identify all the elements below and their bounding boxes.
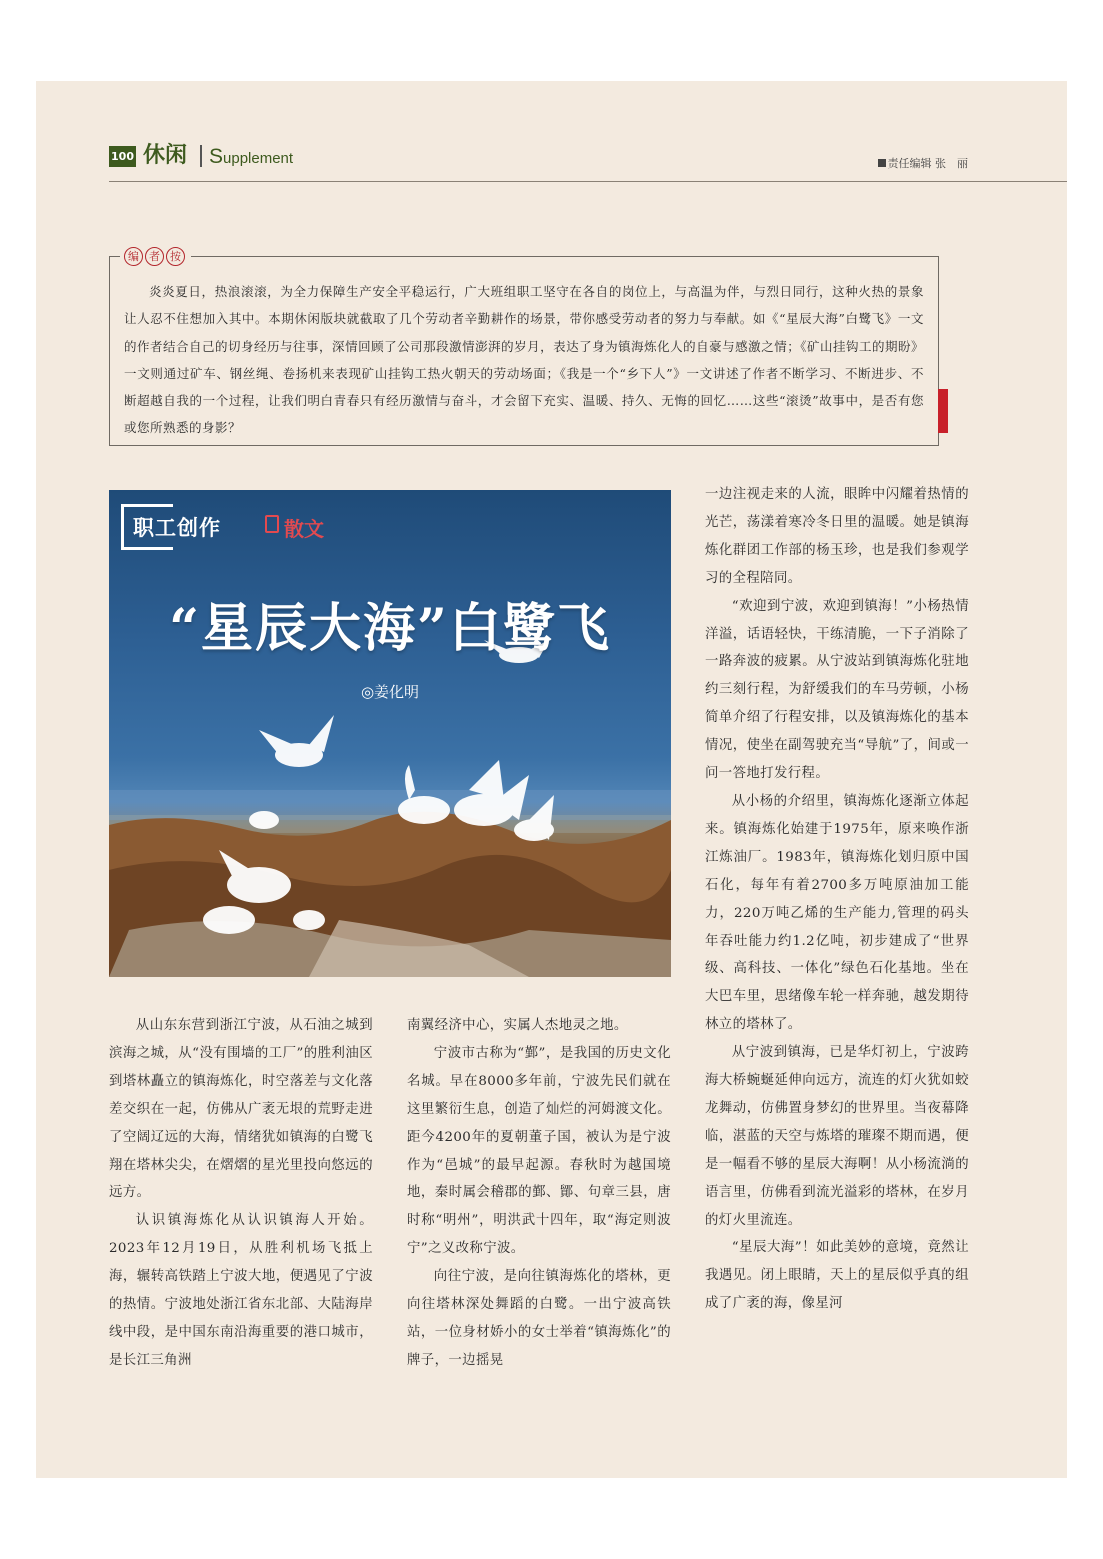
paragraph: 从宁波到镇海，已是华灯初上，宁波跨海大桥蜿蜒延伸向远方，流连的灯火犹如蛟龙舞动，仿佛置身梦幻的世界里。当夜幕降临，湛蓝的天空与炼塔的璀璨不期而遇，便是一幅看不够的星辰大海啊！从小杨流淌的语言里，仿佛看到流光溢彩的塔林，在岁月的灯火里流连。: [705, 1045, 969, 1228]
note-label-char-2: 者: [145, 247, 164, 266]
header-rule: [109, 181, 1067, 182]
document-icon: [265, 515, 279, 533]
article-author: ◎姜化明: [360, 683, 420, 701]
paragraph: 向往宁波，是向往镇海炼化的塔林，更向往塔林深处舞蹈的白鹭。一出宁波高铁站，一位身材娇小的女士举着“镇海炼化”的牌子，一边摇晃: [407, 1269, 671, 1368]
paragraph-continued: 南翼经济中心，实属人杰地灵之地。: [407, 1018, 628, 1033]
egrets-illustration: [109, 490, 671, 977]
note-label-char-3: 按: [166, 247, 185, 266]
editor-credit: [878, 155, 969, 171]
paragraph: 宁波市古称为“鄞”，是我国的历史文化名城。早在8000多年前，宁波先民们就在这里繁衍生息，创造了灿烂的河姆渡文化。距今4200年的夏朝董子国，被认为是宁波作为“邑城”的最早起源。春秋时为越国境地，秦时属会稽郡的鄞、鄮、句章三县，唐时称“明州”，明洪武十四年，取“海定则波宁”之义改称宁波。: [407, 1045, 671, 1257]
square-bullet-icon: [878, 159, 886, 167]
editor-note-paragraph: 炎炎夏日，热浪滚滚，为全力保障生产安全平稳运行，广大班组职工坚守在各自的岗位上，与高温为伴，与烈日同行，这种火热的景象让人忍不住想加入其中。本期休闲版块就截取了几个劳动者辛勤耕作的场景，带你感受劳动者的努力与奉献。如《“星辰大海”白鹭飞》一文的作者结合自己的切身经历与往事，深情回顾了公司那段激情澎湃的岁月，表达了身为镇海炼化人的自豪与感激之情；《矿山挂钩工的期盼》一文则通过矿车、钢丝绳、卷扬机来表现矿山挂钩工热火朝天的劳动场面；《我是一个“乡下人”》一文讲述了作者不断学习、不断进步、不断超越自我的一个过程，让我们明白青春只有经历激情与奋斗，才会留下充实、温暖、持久、无悔的回忆……这些“滚烫”故事中，是否有您或您所熟悉的身影？: [124, 284, 924, 436]
section-english-rest: upplement: [223, 150, 294, 167]
paragraph-continued: 一边注视走来的人流，眼眸中闪耀着热情的光芒，荡漾着寒冷冬日里的温暖。她是镇海炼化群团工作部的杨玉珍，也是我们参观学习的全程陪同。: [705, 487, 969, 586]
magazine-page: [36, 81, 1067, 1478]
paragraph: “欢迎到宁波，欢迎到镇海！”小杨热情洋溢，话语轻快，干练清脆，一下子消除了一路奔波的疲累。从宁波站到镇海炼化驻地约三刻行程，为舒缓我们的车马劳顿，小杨简单介绍了行程安排，以及镇海炼化的基本情况，使坐在副驾驶充当“导航”了，间或一问一答地打发行程。: [705, 598, 969, 782]
page-number: 100: [109, 146, 136, 167]
article-title: “星辰大海”白鹭飞: [169, 598, 611, 659]
editor-credit-text: 责任编辑 张 丽: [887, 157, 968, 170]
paragraph: “星辰大海”！如此美妙的意境，竟然让我遇见。闭上眼睛，天上的星辰似乎真的组成了广袤的海，像星河: [705, 1240, 969, 1312]
paragraph: 从小杨的介绍里，镇海炼化逐渐立体起来。镇海炼化始建于1975年，原来唤作浙江炼油厂。1983年，镇海炼化划归原中国石化，每年有着2700多万吨原油加工能力，220万吨乙烯的生产能力,管理的码头年吞吐能力约1.2亿吨，初步建成了“世界级、高科技、一体化”绿色石化基地。坐在大巴车里，思绪像车轮一样奔驰，越发期待林立的塔林了。: [705, 793, 969, 1033]
column-tag: 职工创作: [133, 516, 221, 540]
article-column-1: [109, 1012, 373, 1375]
section-english-initial: S: [209, 145, 224, 168]
editor-note-label: [120, 247, 191, 266]
section-english: [209, 146, 293, 170]
paragraph: 认识镇海炼化从认识镇海人开始。2023年12月19日，从胜利机场飞抵上海，辗转高铁踏上宁波大地，便遇见了宁波的热情。宁波地处浙江省东北部、大陆海岸线中段，是中国东南沿海重要的港口城市，是长江三角洲: [109, 1213, 373, 1368]
article-column-3: [705, 481, 969, 1318]
paragraph: 从山东东营到浙江宁波，从石油之城到滨海之城，从“没有围墙的工厂”的胜利油区到塔林矗立的镇海炼化，时空落差与文化落差交织在一起，仿佛从广袤无垠的荒野走进了空阔辽远的大海，情绪犹如镇海的白鹭飞翔在塔林尖尖，在熠熠的星光里投向悠远的远方。: [109, 1018, 373, 1201]
editor-note-text: [124, 278, 924, 442]
section-title: 休闲: [143, 143, 188, 168]
genre-label: 散文: [284, 517, 324, 541]
editor-note-box: [109, 250, 939, 446]
note-label-char-1: 编: [124, 247, 143, 266]
red-accent-bar: [938, 389, 948, 433]
egrets-photo: [109, 490, 671, 977]
section-divider: [200, 145, 202, 167]
article-column-2: [407, 1012, 671, 1375]
